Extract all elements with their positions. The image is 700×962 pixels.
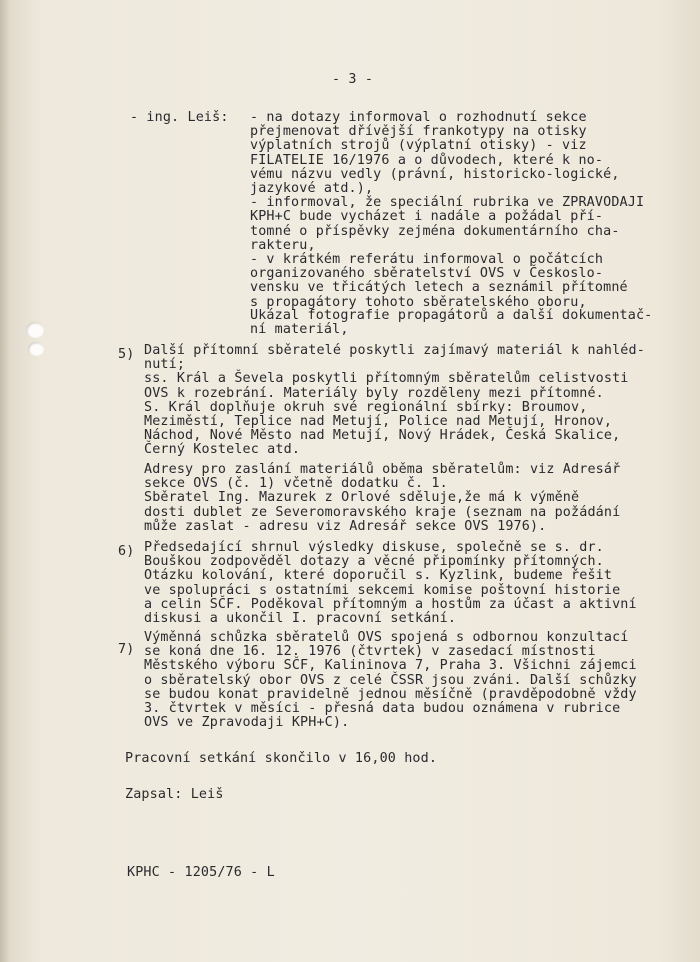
text-line: organizovaného sběratelství OVS v Českoslo- — [250, 266, 604, 282]
item-5-paragraph-2 — [144, 463, 620, 534]
text-line: Náchod, Nové Město nad Metují, Nový Hrádek, Česká Skalice, — [144, 428, 621, 444]
text-line: vensku ve třicátých letech a seznámil přítomné — [250, 280, 628, 296]
text-line: tomné o příspěvky zejména dokumentárního cha- — [250, 223, 620, 239]
text-line: ss. Král a Ševela poskytli přítomným sběratelům celistvosti — [144, 371, 629, 387]
item-number-7: 7) — [118, 642, 135, 657]
text-line: přejmenovat dřívější frankotypy na otisky — [250, 124, 587, 140]
text-line: OVS ve Zpravodaji KPH+C). — [144, 715, 350, 731]
leis-report-extra — [250, 309, 652, 337]
leis-report — [250, 111, 644, 310]
page-number: - 3 - — [332, 72, 374, 87]
punch-hole-lower — [28, 342, 44, 356]
item-7-paragraph — [144, 631, 637, 730]
text-line: se koná dne 16. 12. 1976 (čtvrtek) v zasedací místnosti — [144, 644, 596, 660]
text-line: Další přítomní sběratelé poskytli zajímavý materiál k nahléd- — [144, 343, 645, 358]
text-line: - v krátkém referátu informoval o počátcích — [250, 252, 604, 268]
text-line: jazykové atd.), — [250, 181, 374, 197]
text-line: s propagátory tohoto sběratelského oboru, — [250, 294, 587, 310]
text-line: Výměnná schůzka sběratelů OVS spojená s odbornou konzultací — [144, 630, 629, 645]
item-5-paragraph-1 — [144, 344, 645, 458]
text-line: Městského výboru SČF, Kalininova 7, Praha 3. Všichni zájemci — [144, 658, 637, 674]
text-line: se budou konat pravidelně jednou měsíčně (pravděpodobně vždy — [144, 686, 637, 702]
text-line: 3. čtvrtek v měsíci - přesná data budou oznámena v rubrice — [144, 701, 621, 717]
text-line: Ukázal fotografie propagátorů a další dokumentač- — [250, 308, 653, 323]
punch-hole-upper — [26, 322, 44, 338]
text-line: Sběratel Ing. Mazurek z Orlové sděluje,že má k výměně — [144, 490, 580, 506]
text-line: Adresy pro zaslání materiálů oběma sběratelům: viz Adresář — [144, 462, 621, 477]
speaker-label: - ing. Leiš: — [130, 110, 229, 125]
item-number-5: 5) — [118, 347, 135, 362]
text-line: a celin SČF. Poděkoval přítomným a hostům za účast a aktivní — [144, 596, 637, 612]
text-line: sekce OVS (č. 1) včetně dodatku č. 1. — [144, 476, 448, 492]
text-line: diskusi a ukončil I. pracovní setkání. — [144, 611, 457, 627]
text-line: - informoval, že speciální rubrika ve ZPRAVODAJI — [250, 195, 645, 211]
text-line: nutí; — [144, 357, 186, 373]
text-line: OVS k rozebrání. Materiály byly rozděleny mezi přítomné. — [144, 385, 604, 401]
text-line: KPH+C bude vycházet i nadále a požádal pří- — [250, 209, 604, 225]
text-line: FILATELIE 16/1976 a o důvodech, které k no- — [250, 152, 604, 168]
text-line: ní materiál, — [250, 322, 349, 338]
text-line: - na dotazy informoval o rozhodnutí sekce — [250, 110, 587, 125]
item-number-6: 6) — [118, 544, 135, 559]
document-reference: KPHC - 1205/76 - L — [127, 865, 275, 880]
text-line: Bouškou zodpověděl dotazy a věcné připomínky přítomných. — [144, 554, 604, 570]
item-6-paragraph — [144, 541, 637, 626]
text-line: Předsedající shrnul výsledky diskuse, společně se s. dr. — [144, 540, 604, 555]
signed-by: Zapsal: Leiš — [125, 787, 224, 802]
text-line: rakteru, — [250, 237, 316, 253]
text-line: Černý Kostelec atd. — [144, 442, 301, 458]
text-line: dosti dublet ze Severomoravského kraje (seznam na požádání — [144, 504, 621, 520]
text-line: o sběratelský obor OVS z celé ČSSR jsou zváni. Další schůzky — [144, 672, 637, 688]
text-line: vému názvu vedly (právní, historicko-logické, — [250, 166, 620, 182]
text-line: ve spolupráci s ostatními sekcemi komise poštovní historie — [144, 582, 621, 598]
text-line: S. Král doplňuje okruh své regionální sbírky: Broumov, — [144, 399, 588, 415]
text-line: výplatních strojů (výplatní otisky) - viz — [250, 138, 587, 154]
page-edge-shadow — [0, 0, 10, 962]
text-line: Meziměstí, Teplice nad Metují, Police nad Metují, Hronov, — [144, 414, 613, 430]
closing-statement: Pracovní setkání skončilo v 16,00 hod. — [125, 751, 438, 766]
text-line: Otázku kolování, které doporučil s. Kyzlink, budeme řešit — [144, 568, 613, 584]
text-line: může zaslat - adresu viz Adresář sekce OVS 1976). — [144, 518, 547, 534]
